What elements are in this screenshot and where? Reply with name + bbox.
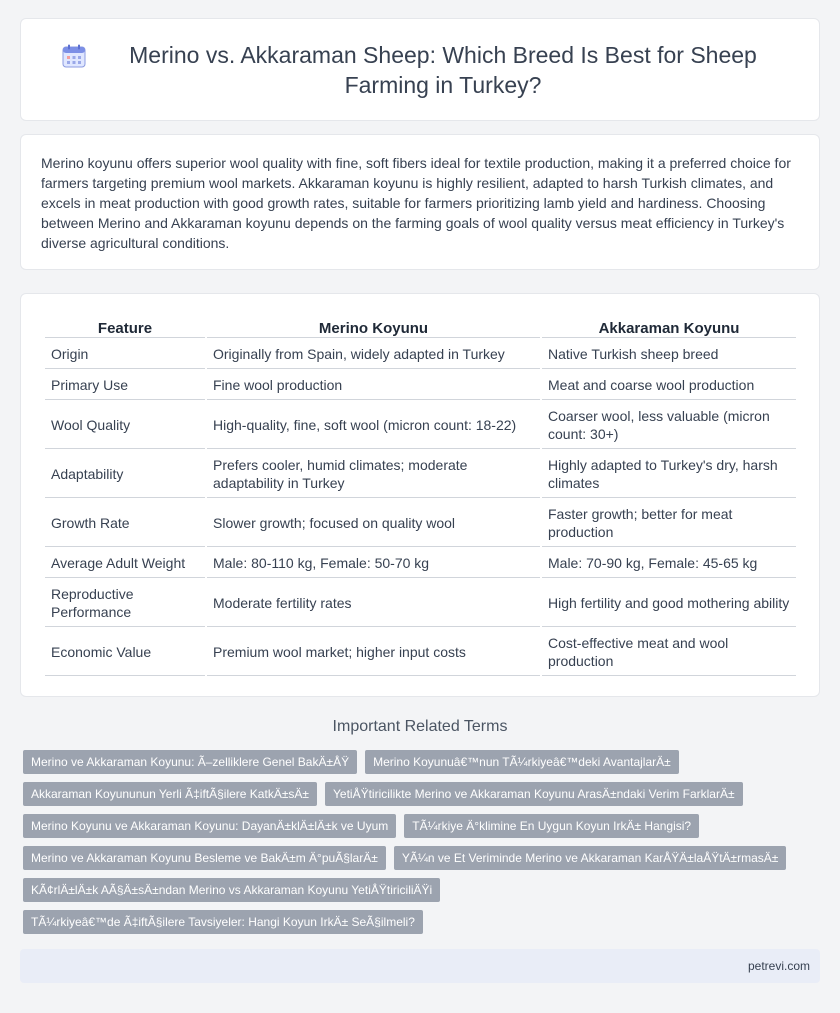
table-cell-feature: Adaptability xyxy=(45,451,205,498)
table-row xyxy=(45,500,796,547)
table-row xyxy=(45,340,796,369)
table-cell-merino: Moderate fertility rates xyxy=(207,580,540,627)
related-term-tag[interactable]: Merino Koyunuâ€™nun TÃ¼rkiyeâ€™deki AvantajlarÄ± xyxy=(365,750,679,774)
table-header-akkaraman: Akkaraman Koyunu xyxy=(542,314,796,338)
intro-card xyxy=(20,134,820,270)
table-cell-feature: Origin xyxy=(45,340,205,369)
table-cell-akkaraman: Meat and coarse wool production xyxy=(542,371,796,400)
table-row xyxy=(45,451,796,498)
table-cell-akkaraman: Highly adapted to Turkey's dry, harsh climates xyxy=(542,451,796,498)
table-header-row xyxy=(45,314,796,338)
comparison-table-card xyxy=(20,293,820,697)
table-cell-merino: Male: 80-110 kg, Female: 50-70 kg xyxy=(207,549,540,578)
related-term-tag[interactable]: Akkaraman Koyununun Yerli Ã‡iftÃ§ilere KatkÄ±sÄ± xyxy=(23,782,317,806)
related-term-tag[interactable]: Merino Koyunu ve Akkaraman Koyunu: DayanÄ±klÄ±lÄ±k ve Uyum xyxy=(23,814,396,838)
table-cell-merino: High-quality, fine, soft wool (micron count: 18-22) xyxy=(207,402,540,449)
table-cell-akkaraman: Male: 70-90 kg, Female: 45-65 kg xyxy=(542,549,796,578)
table-cell-feature: Reproductive Performance xyxy=(45,580,205,627)
table-cell-merino: Fine wool production xyxy=(207,371,540,400)
table-cell-feature: Wool Quality xyxy=(45,402,205,449)
table-cell-merino: Slower growth; focused on quality wool xyxy=(207,500,540,547)
footer xyxy=(20,949,820,983)
related-term-tag[interactable]: Merino ve Akkaraman Koyunu Besleme ve BakÄ±m Ä°puÃ§larÄ± xyxy=(23,846,386,870)
table-cell-feature: Primary Use xyxy=(45,371,205,400)
comparison-table xyxy=(43,312,798,678)
table-header-merino: Merino Koyunu xyxy=(207,314,540,338)
table-row xyxy=(45,402,796,449)
table-row xyxy=(45,371,796,400)
table-cell-feature: Growth Rate xyxy=(45,500,205,547)
table-row xyxy=(45,580,796,627)
related-terms-list xyxy=(23,750,823,942)
table-cell-merino: Prefers cooler, humid climates; moderate adaptability in Turkey xyxy=(207,451,540,498)
table-row xyxy=(45,629,796,676)
table-header-feature: Feature xyxy=(45,314,205,338)
page-title: Merino vs. Akkaraman Sheep: Which Breed Is Best for Sheep Farming in Turkey? xyxy=(129,41,757,98)
related-term-tag[interactable]: YÃ¼n ve Et Veriminde Merino ve Akkaraman KarÅŸÄ±laÅŸtÄ±rmasÄ± xyxy=(394,846,787,870)
table-cell-merino: Premium wool market; higher input costs xyxy=(207,629,540,676)
table-cell-merino: Originally from Spain, widely adapted in Turkey xyxy=(207,340,540,369)
table-cell-akkaraman: Native Turkish sheep breed xyxy=(542,340,796,369)
related-terms-title: Important Related Terms xyxy=(332,718,508,735)
table-cell-akkaraman: Faster growth; better for meat production xyxy=(542,500,796,547)
footer-site-link[interactable]: petrevi.com xyxy=(747,959,810,973)
related-term-tag[interactable]: KÃ¢rlÄ±lÄ±k AÃ§Ä±sÄ±ndan Merino vs Akkaraman Koyunu YetiÅŸtiriciliÄŸi xyxy=(23,878,440,902)
table-row xyxy=(45,549,796,578)
table-cell-feature: Average Adult Weight xyxy=(45,549,205,578)
table-cell-akkaraman: High fertility and good mothering ability xyxy=(542,580,796,627)
header-card xyxy=(20,18,820,121)
table-cell-feature: Economic Value xyxy=(45,629,205,676)
related-term-tag[interactable]: TÃ¼rkiye Ä°klimine En Uygun Koyun IrkÄ± Hangisi? xyxy=(404,814,699,838)
calendar-icon xyxy=(61,43,87,69)
related-term-tag[interactable]: TÃ¼rkiyeâ€™de Ã‡iftÃ§ilere Tavsiyeler: Hangi Koyun IrkÄ± SeÃ§ilmeli? xyxy=(23,910,423,934)
intro-paragraph: Merino koyunu offers superior wool quality with fine, soft fibers ideal for textile production, making it a preferred choice for farmers targeting premium wool markets. Akkaraman koyunu is highly resilient, adapted to harsh Turkish climates, and excels in meat production with good growth rates, suitable for farmers prioritizing lamb yield and hardiness. Choosing between Merino and Akkaraman koyunu depends on the farming goals of wool quality versus meat efficiency in Turkey's diverse agricultural conditions. xyxy=(41,155,791,251)
table-cell-akkaraman: Cost-effective meat and wool production xyxy=(542,629,796,676)
related-term-tag[interactable]: YetiÅŸtiricilikte Merino ve Akkaraman Koyunu ArasÄ±ndaki Verim FarklarÄ± xyxy=(325,782,743,806)
related-term-tag[interactable]: Merino ve Akkaraman Koyunu: Ã–zelliklere Genel BakÄ±ÅŸ xyxy=(23,750,357,774)
table-cell-akkaraman: Coarser wool, less valuable (micron count: 30+) xyxy=(542,402,796,449)
